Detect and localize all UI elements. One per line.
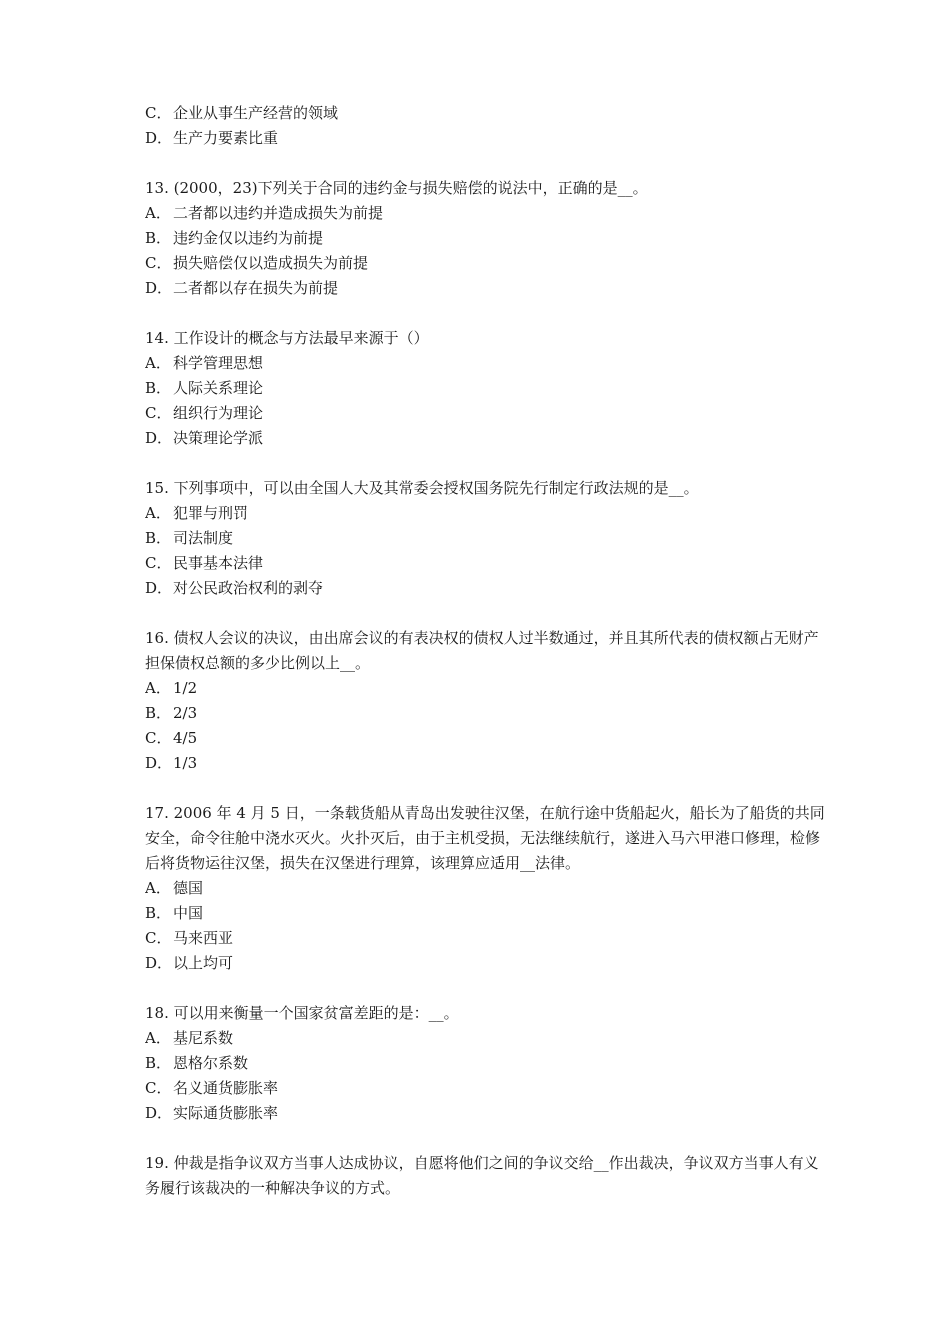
option-letter: C． (145, 254, 172, 272)
option-text: 对公民政治权利的剥夺 (173, 579, 324, 597)
document-page (145, 101, 825, 1201)
option-text: 决策理论学派 (173, 429, 264, 447)
option-text: 马来西亚 (173, 929, 234, 947)
option-letter: D． (145, 279, 173, 297)
option-letter: D． (145, 1104, 173, 1122)
option-letter: D． (145, 579, 173, 597)
option-text: 4/5 (173, 729, 198, 747)
option-b (145, 526, 825, 551)
option-text: 2/3 (173, 704, 198, 722)
option-a (145, 676, 825, 701)
option-letter: A． (145, 354, 171, 372)
question-text: 14. 工作设计的概念与方法最早来源于（） (145, 329, 429, 347)
question-text: 19. 仲裁是指争议双方当事人达成协议，自愿将他们之间的争议交给__作出裁决，争议双方当事人有义务履行该裁决的一种解决争议的方式。 (145, 1154, 819, 1197)
option-letter: C． (145, 104, 172, 122)
top-options (145, 101, 825, 151)
question-16 (145, 626, 825, 776)
question-13 (145, 176, 825, 301)
option-letter: D． (145, 429, 173, 447)
option-a (145, 876, 825, 901)
question-18 (145, 1001, 825, 1126)
option-text: 生产力要素比重 (173, 129, 279, 147)
option-letter: C． (145, 554, 172, 572)
option-letter: A． (145, 504, 171, 522)
option-letter: C． (145, 729, 172, 747)
option-text: 1/3 (173, 754, 198, 772)
option-text: 二者都以违约并造成损失为前提 (173, 204, 384, 222)
option-letter: C． (145, 929, 172, 947)
question-text: 18. 可以用来衡量一个国家贫富差距的是：__。 (145, 1004, 459, 1022)
option-text: 1/2 (173, 679, 198, 697)
option-letter: B． (145, 904, 172, 922)
option-d (145, 951, 825, 976)
option-c (145, 551, 825, 576)
option-letter: B． (145, 1054, 172, 1072)
option-d (145, 1101, 825, 1126)
option-c (145, 1076, 825, 1101)
option-d (145, 576, 825, 601)
option-letter: A． (145, 879, 171, 897)
option-a (145, 201, 825, 226)
option-text: 组织行为理论 (173, 404, 264, 422)
option-letter: A． (145, 204, 171, 222)
option-a (145, 351, 825, 376)
option-b (145, 701, 825, 726)
question-text: 17. 2006 年 4 月 5 日，一条载货船从青岛出发驶往汉堡，在航行途中货船起火，船长为了船货的共同安全，命令往舱中浇水灭火。火扑灭后，由于主机受损，无法继续航行，遂进入马六甲港口修理，检修后将货物运往汉堡，损失在汉堡进行理算，该理算应适用__法律。 (145, 804, 825, 872)
option-d (145, 426, 825, 451)
option-c (145, 926, 825, 951)
option-text: 损失赔偿仅以造成损失为前提 (173, 254, 369, 272)
option-letter: B． (145, 529, 172, 547)
question-14 (145, 326, 825, 451)
option-text: 名义通货膨胀率 (173, 1079, 279, 1097)
option-text: 德国 (173, 879, 204, 897)
option-d (145, 126, 825, 151)
option-text: 违约金仅以违约为前提 (173, 229, 324, 247)
option-c (145, 401, 825, 426)
option-letter: A． (145, 1029, 171, 1047)
option-text: 恩格尔系数 (173, 1054, 249, 1072)
option-letter: C． (145, 404, 172, 422)
question-15 (145, 476, 825, 601)
option-b (145, 376, 825, 401)
option-text: 中国 (173, 904, 204, 922)
option-letter: B． (145, 704, 172, 722)
option-text: 基尼系数 (173, 1029, 234, 1047)
question-17 (145, 801, 825, 976)
option-d (145, 276, 825, 301)
question-text: 13. (2000，23)下列关于合同的违约金与损失赔偿的说法中，正确的是__。 (145, 179, 648, 197)
option-letter: B． (145, 379, 172, 397)
option-c (145, 251, 825, 276)
option-text: 以上均可 (173, 954, 234, 972)
option-d (145, 751, 825, 776)
option-text: 二者都以存在损失为前提 (173, 279, 339, 297)
option-text: 犯罪与刑罚 (173, 504, 249, 522)
option-a (145, 1026, 825, 1051)
option-b (145, 226, 825, 251)
option-b (145, 901, 825, 926)
option-b (145, 1051, 825, 1076)
option-a (145, 501, 825, 526)
option-text: 民事基本法律 (173, 554, 264, 572)
option-text: 人际关系理论 (173, 379, 264, 397)
option-letter: D． (145, 129, 173, 147)
option-c (145, 726, 825, 751)
option-letter: B． (145, 229, 172, 247)
option-letter: A． (145, 679, 171, 697)
question-text: 15. 下列事项中，可以由全国人大及其常委会授权国务院先行制定行政法规的是__。 (145, 479, 699, 497)
option-text: 实际通货膨胀率 (173, 1104, 279, 1122)
option-letter: C． (145, 1079, 172, 1097)
option-text: 科学管理思想 (173, 354, 264, 372)
question-text: 16. 债权人会议的决议，由出席会议的有表决权的债权人过半数通过，并且其所代表的债权额占无财产担保债权总额的多少比例以上__。 (145, 629, 819, 672)
question-19 (145, 1151, 825, 1201)
option-letter: D． (145, 954, 173, 972)
option-text: 司法制度 (173, 529, 234, 547)
option-letter: D． (145, 754, 173, 772)
option-text: 企业从事生产经营的领域 (173, 104, 339, 122)
option-c (145, 101, 825, 126)
